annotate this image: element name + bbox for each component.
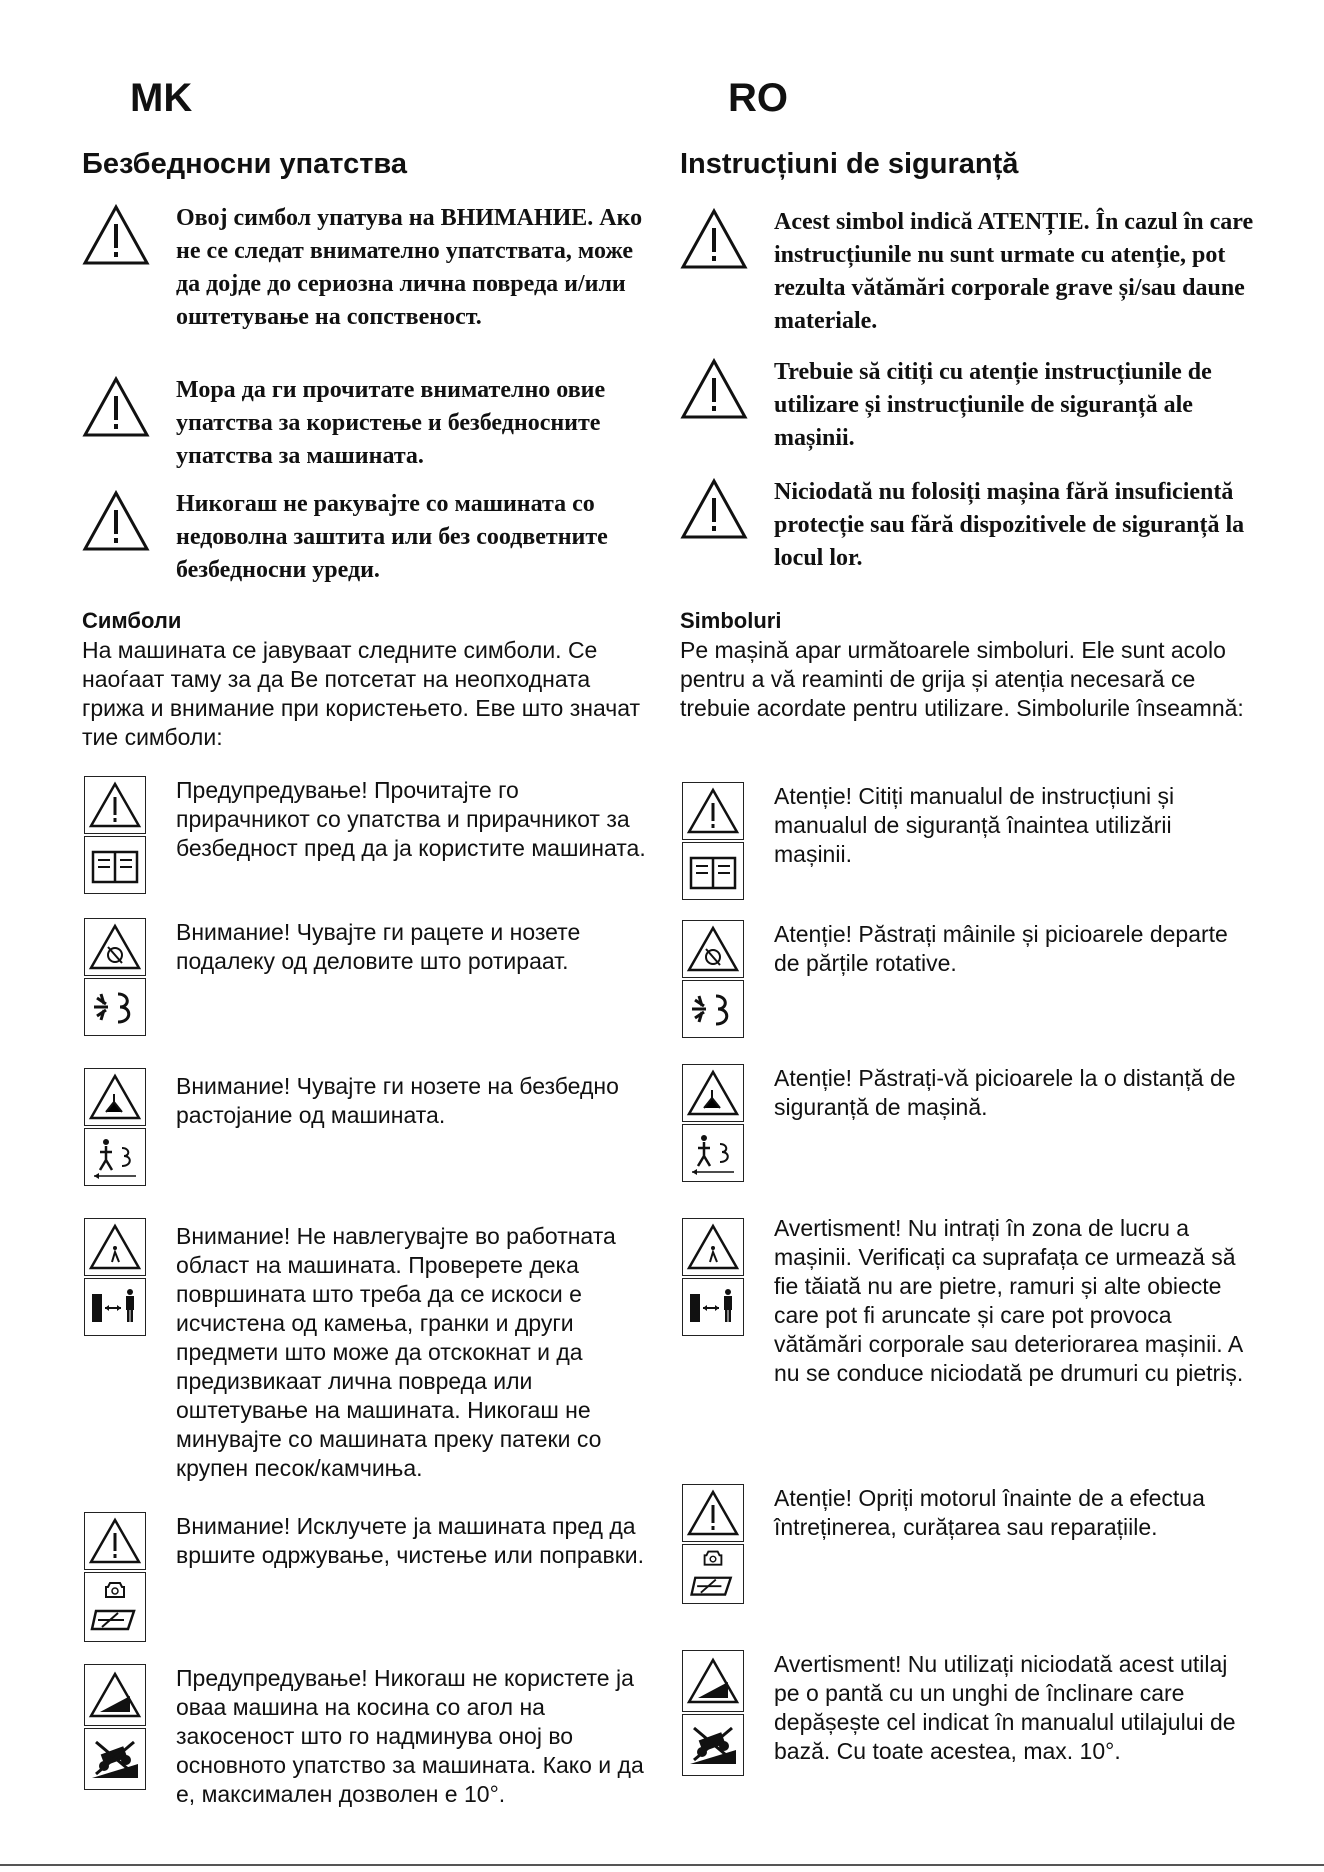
symbol-text: Atenție! Citiți manualul de instrucțiuni și manualul de siguranță înaintea utilizării mașinii. (774, 783, 1175, 867)
language-code: MK (130, 76, 193, 120)
warning-text: Никогаш не ракувајте со машината со недоволна заштита или без соодветните безбедносни уреди. (176, 491, 608, 583)
symbol-text: Atenție! Opriți motorul înainte de a efectua întreținerea, curățarea sau reparațiile. (774, 1485, 1205, 1540)
warning-triangle-icon (84, 776, 146, 834)
symbol-text: Предупредување! Прочитајте го прирачникот со упатства и прирачникот за безбедност пред да ја користите машината. (176, 777, 646, 861)
keep-bystanders-away-icon (682, 1278, 744, 1336)
warning-triangle-icon (680, 478, 748, 540)
warning-slope-icon (682, 1650, 744, 1712)
section-title: Instrucțiuni de siguranță (680, 148, 1019, 180)
keep-bystanders-away-icon (84, 1278, 146, 1336)
tipping-over-icon (84, 1728, 146, 1790)
warning-triangle-icon (682, 1484, 744, 1542)
tipping-over-icon (682, 1714, 744, 1776)
warning-slope-icon (84, 1664, 146, 1726)
warning-triangle-icon (82, 376, 150, 438)
stop-engine-maintenance-icon (84, 1572, 146, 1642)
symbol-text: Внимание! Исклучете ја машината пред да вршите одржување, чистење или поправки. (176, 1513, 644, 1568)
manual-book-icon (84, 836, 146, 894)
section-title: Безбедносни упатства (82, 148, 407, 180)
warning-triangle-icon (682, 782, 744, 840)
manual-book-icon (682, 842, 744, 900)
safe-distance-icon (682, 1124, 744, 1182)
warning-triangle-icon (84, 1512, 146, 1570)
symbol-text: Внимание! Не навлегувајте во работната област на машината. Проверете дека површината што треба да се искоси е исчистена од камења, гранки и други предмети што може да отскокнат и да предизвикаат лична повреда или оштетување на машината. Никогаш не минувајте со машината преку патеки со крупен песок/камчиња. (176, 1223, 616, 1481)
warning-triangle-icon (680, 208, 748, 270)
stop-engine-maintenance-icon (682, 1544, 744, 1604)
symbols-heading: Симболи (82, 608, 182, 633)
symbols-intro: На машината се јавуваат следните симболи. Се наоѓаат таму за да Ве потсетат на неопходната грижа и внимание при користењето. Еве што значат тие симболи: (82, 637, 641, 750)
symbols-heading: Simboluri (680, 608, 782, 633)
symbols-intro: Pe mașină apar următoarele simboluri. Ele sunt acolo pentru a vă reaminti de grija și atenția necesară ce trebuie acordate pentru utilizare. Simbolurile înseamnă: (680, 637, 1244, 721)
symbol-text: Avertisment! Nu intrați în zona de lucru a mașinii. Verificați ca suprafața ce urmează să fie tăiată nu are pietre, ramuri și alte obiecte care pot fi aruncate și care pot provoca vătămări corporale sau deteriorarea mașinii. A nu se conduce niciodată pe drumuri cu pietriș. (774, 1215, 1244, 1386)
warning-text: Овој симбол упатува на ВНИМАНИЕ. Ако не се следат внимателно упатствата, може да дојде до сериозна лична повреда и/или оштетување на сопственост. (176, 205, 643, 330)
safe-distance-icon (84, 1128, 146, 1186)
warning-text: Trebuie să citiți cu atenție instrucțiunile de utilizare și instrucțiunile de siguranță ale mașinii. (774, 359, 1212, 451)
warning-rotating-parts-icon (84, 918, 146, 976)
symbol-text: Внимание! Чувајте ги рацете и нозете подалеку од деловите што ротираат. (176, 919, 581, 974)
symbol-text: Внимание! Чувајте ги нозете на безбедно растојание од машината. (176, 1073, 619, 1128)
symbol-text: Atenție! Păstrați-vă picioarele la o distanță de siguranță de mașină. (774, 1065, 1236, 1120)
warning-thrown-objects-icon (84, 1218, 146, 1276)
warning-thrown-objects-icon (682, 1218, 744, 1276)
hand-foot-blade-icon (84, 978, 146, 1036)
hand-foot-blade-icon (682, 980, 744, 1038)
warning-triangle-icon (680, 358, 748, 420)
page-bottom-rule (0, 1864, 1324, 1866)
warning-triangle-icon (82, 204, 150, 266)
warning-feet-icon (84, 1068, 146, 1126)
warning-text: Niciodată nu folosiți mașina fără insuficientă protecție sau fără dispozitivele de siguranță la locul lor. (774, 479, 1245, 571)
symbol-text: Avertisment! Nu utilizați niciodată acest utilaj pe o pantă cu un unghi de înclinare care depășește cel indicat în manualul utilajului de bază. Cu toate acestea, max. 10°. (774, 1651, 1236, 1764)
warning-text: Мора да ги прочитате внимателно овие упатства за користење и безбедносните упатства за машината. (176, 377, 606, 469)
symbol-text: Atenție! Păstrați mâinile și picioarele departe de părțile rotative. (774, 921, 1228, 976)
language-code: RO (728, 76, 788, 120)
warning-rotating-parts-icon (682, 920, 744, 978)
warning-triangle-icon (82, 490, 150, 552)
warning-feet-icon (682, 1064, 744, 1122)
symbol-text: Предупредување! Никогаш не користете ја оваа машина на косина со агол на закосеност што го надминува оној во основното упатство за машината. Како и да е, максимален дозволен е 10°. (176, 1665, 644, 1807)
warning-text: Acest simbol indică ATENȚIE. În cazul în care instrucțiunile nu sunt urmate cu atenție, pot rezulta vătămări corporale grave și/sau daune materiale. (774, 209, 1254, 334)
